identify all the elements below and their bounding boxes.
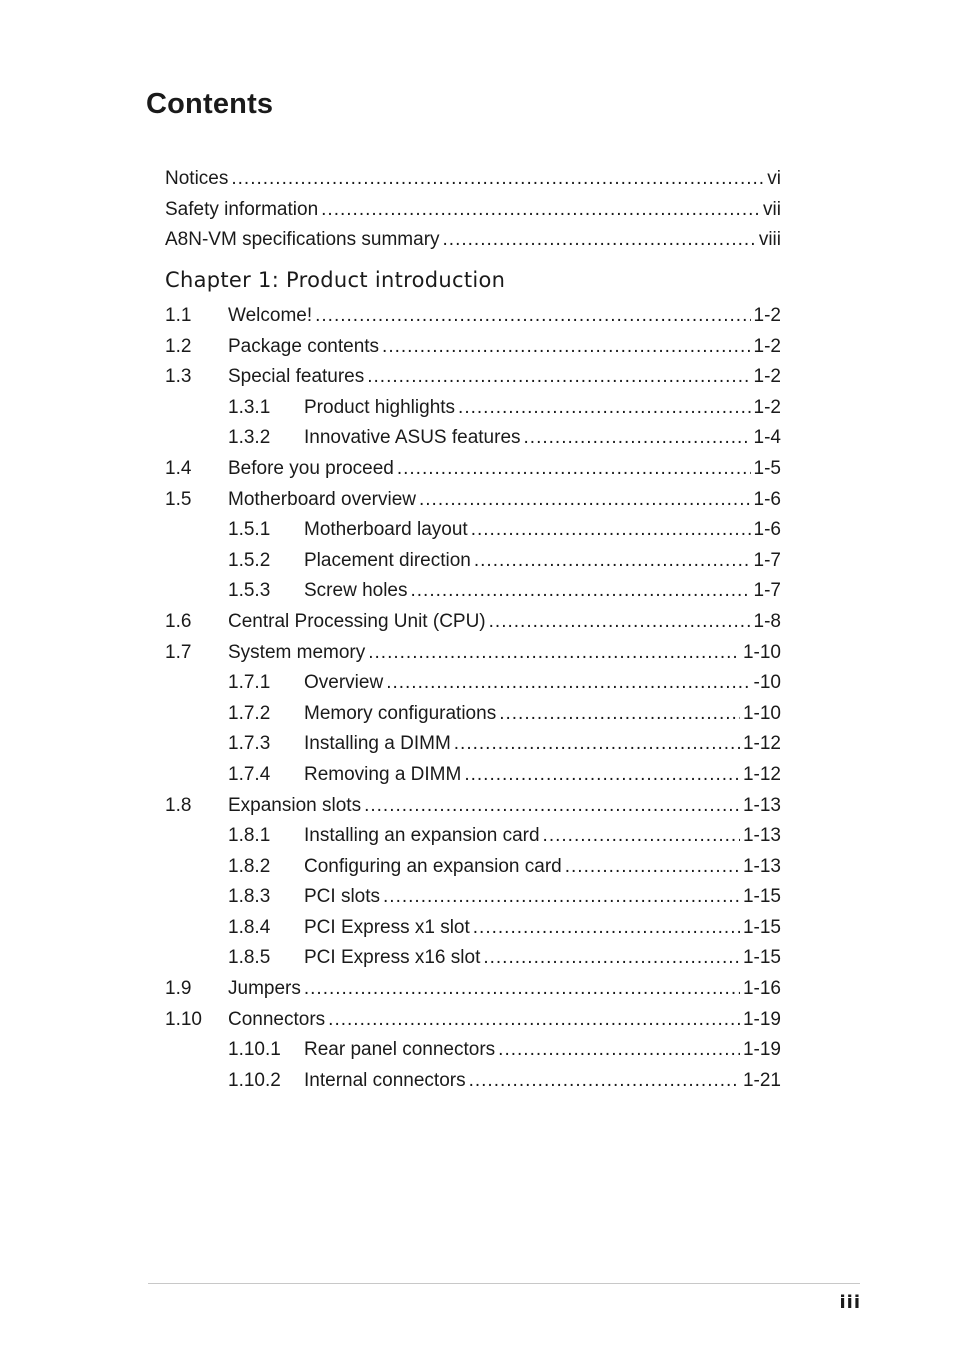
front-matter-list xyxy=(165,164,781,256)
toc-entry-title: Welcome! xyxy=(228,305,313,326)
toc-entry-page: 1-2 xyxy=(753,366,781,388)
toc-entry-title: Installing a DIMM xyxy=(304,733,451,755)
dot-leader xyxy=(315,301,750,332)
toc-entry[interactable] xyxy=(165,760,781,791)
toc-entry-title: Placement direction xyxy=(304,549,471,571)
toc-entry-page: 1-4 xyxy=(753,427,781,449)
toc-entry[interactable] xyxy=(165,332,781,363)
toc-entry-safety-information[interactable] xyxy=(165,195,781,226)
toc-entry[interactable] xyxy=(165,821,781,852)
dot-leader xyxy=(524,423,751,454)
toc-entry-title: A8N-VM specifications summary xyxy=(165,229,440,251)
toc-entry[interactable] xyxy=(165,576,781,607)
chapter-1-entry-list xyxy=(165,301,781,1096)
toc-entry-page: 1-13 xyxy=(742,855,781,877)
toc-entry[interactable] xyxy=(165,607,781,638)
dot-leader xyxy=(382,332,750,363)
toc-entry-page: 1-7 xyxy=(753,549,781,571)
toc-entry-title: Configuring an expansion card xyxy=(304,855,562,877)
toc-entry-title: Memory configurations xyxy=(304,702,497,724)
footer-divider xyxy=(148,1283,860,1284)
toc-entry-page: 1-15 xyxy=(742,947,781,969)
toc-entry-title: Jumpers xyxy=(228,978,301,1000)
toc-entry-number: 1.5.1 xyxy=(228,519,271,541)
dot-leader xyxy=(328,1005,740,1036)
toc-entry[interactable] xyxy=(165,729,781,760)
toc-entry-page: 1-2 xyxy=(753,396,781,418)
dot-leader xyxy=(383,882,740,913)
toc-entry[interactable] xyxy=(165,699,781,730)
toc-entry-number: 1.1 xyxy=(165,305,192,326)
toc-entry-number: 1.10.1 xyxy=(228,1039,281,1061)
toc-entry-number: 1.7.3 xyxy=(228,733,271,755)
toc-entry[interactable] xyxy=(165,638,781,669)
toc-entry[interactable] xyxy=(165,362,781,393)
toc-entry-specifications-summary[interactable] xyxy=(165,225,781,256)
toc-entry[interactable] xyxy=(165,1066,781,1097)
toc-entry[interactable] xyxy=(165,301,781,332)
toc-entry-page: 1-19 xyxy=(742,1008,781,1030)
dot-leader xyxy=(304,974,740,1005)
toc-entry-page: 1-7 xyxy=(753,580,781,602)
dot-leader xyxy=(489,607,751,638)
toc-entry[interactable] xyxy=(165,668,781,699)
dot-leader xyxy=(464,760,740,791)
toc-entry-title: Package contents xyxy=(228,335,380,357)
dot-leader xyxy=(565,852,740,883)
toc-entry[interactable] xyxy=(165,454,781,485)
toc-entry-number: 1.7 xyxy=(165,641,192,663)
toc-entry-number: 1.3.2 xyxy=(228,427,271,449)
toc-entry-title: Motherboard overview xyxy=(228,488,416,510)
toc-entry-page: 1-10 xyxy=(742,702,781,724)
dot-leader xyxy=(499,699,740,730)
toc-entry-number: 1.5.3 xyxy=(228,580,271,602)
toc-entry-title: Rear panel connectors xyxy=(304,1039,496,1061)
dot-leader xyxy=(367,362,750,393)
toc-entry-number: 1.8.1 xyxy=(228,825,271,847)
toc-entry-page: 1-21 xyxy=(742,1069,781,1091)
dot-leader xyxy=(543,821,740,852)
toc-entry-number: 1.10.2 xyxy=(228,1069,281,1091)
toc-entry-title: Screw holes xyxy=(304,580,408,602)
dot-leader xyxy=(469,1066,740,1097)
toc-entry[interactable] xyxy=(165,1005,781,1036)
dot-leader xyxy=(419,485,751,516)
toc-entry[interactable] xyxy=(165,1035,781,1066)
page-title: Contents xyxy=(146,88,274,120)
toc-entry-page: 1-2 xyxy=(753,335,781,357)
toc-entry-title: Safety information xyxy=(165,198,319,220)
toc-entry-title: Overview xyxy=(304,672,384,694)
toc-entry-page: vii xyxy=(763,198,781,220)
toc-entry-number: 1.9 xyxy=(165,978,192,1000)
toc-entry-title: Notices xyxy=(165,168,229,189)
dot-leader xyxy=(231,164,764,195)
dot-leader xyxy=(397,454,751,485)
toc-entry-number: 1.8.3 xyxy=(228,886,271,908)
toc-entry-page: 1-13 xyxy=(742,794,781,816)
toc-entry-title: Special features xyxy=(228,366,365,388)
toc-entry-page: 1-12 xyxy=(742,763,781,785)
toc-entry[interactable] xyxy=(165,791,781,822)
toc-entry-title: Installing an expansion card xyxy=(304,825,540,847)
toc-entry-page: -10 xyxy=(753,672,781,694)
toc-entry-page: 1-16 xyxy=(742,978,781,1000)
dot-leader xyxy=(443,225,756,256)
toc-entry[interactable] xyxy=(165,913,781,944)
toc-entry-title: PCI slots xyxy=(304,886,381,908)
toc-entry[interactable] xyxy=(165,515,781,546)
toc-entry-notices[interactable] xyxy=(165,164,781,195)
toc-entry-title: Product highlights xyxy=(304,396,456,418)
toc-entry-page: 1-13 xyxy=(742,825,781,847)
toc-entry-page: 1-6 xyxy=(753,519,781,541)
toc-entry-page: 1-10 xyxy=(742,641,781,663)
toc-entry-number: 1.4 xyxy=(165,457,192,479)
toc-entry[interactable] xyxy=(165,546,781,577)
toc-entry-number: 1.10 xyxy=(165,1008,202,1030)
toc-entry-number: 1.7.1 xyxy=(228,672,271,694)
dot-leader xyxy=(368,638,740,669)
dot-leader xyxy=(498,1035,740,1066)
toc-entry-page: 1-2 xyxy=(753,305,781,326)
toc-entry-number: 1.3 xyxy=(165,366,192,388)
toc-entry[interactable] xyxy=(165,943,781,974)
toc-entry-number: 1.8 xyxy=(165,794,192,816)
toc-entry-title: Motherboard layout xyxy=(304,519,468,541)
toc-entry-number: 1.3.1 xyxy=(228,396,271,418)
toc-entry-page: 1-12 xyxy=(742,733,781,755)
toc-entry-number: 1.2 xyxy=(165,335,192,357)
toc-entry-page: 1-15 xyxy=(742,886,781,908)
toc-entry-number: 1.8.2 xyxy=(228,855,271,877)
toc-entry-title: Connectors xyxy=(228,1008,326,1030)
toc-entry-title: System memory xyxy=(228,641,366,663)
toc-entry-title: Innovative ASUS features xyxy=(304,427,521,449)
toc-entry-title: Before you proceed xyxy=(228,457,394,479)
toc-entry-title: Central Processing Unit (CPU) xyxy=(228,610,486,632)
toc-entry[interactable] xyxy=(165,393,781,424)
toc-entry-page: 1-5 xyxy=(753,457,781,479)
toc-entry-page: 1-15 xyxy=(742,916,781,938)
dot-leader xyxy=(386,668,750,699)
toc-entry-number: 1.6 xyxy=(165,610,192,632)
dot-leader xyxy=(473,913,740,944)
footer-page-number: iii xyxy=(839,1292,861,1313)
dot-leader xyxy=(474,546,751,577)
toc-entry-number: 1.5 xyxy=(165,488,192,510)
toc-entry-page: 1-19 xyxy=(742,1039,781,1061)
toc-entry-title: Expansion slots xyxy=(228,794,362,816)
toc-entry-number: 1.7.2 xyxy=(228,702,271,724)
toc-entry[interactable] xyxy=(165,974,781,1005)
toc-entry[interactable] xyxy=(165,423,781,454)
toc-entry-number: 1.5.2 xyxy=(228,549,271,571)
toc-entry-title: PCI Express x1 slot xyxy=(304,916,470,938)
toc-entry-page: 1-6 xyxy=(753,488,781,510)
toc-entry[interactable] xyxy=(165,852,781,883)
toc-entry-number: 1.7.4 xyxy=(228,763,271,785)
toc-entry[interactable] xyxy=(165,882,781,913)
toc-entry[interactable] xyxy=(165,485,781,516)
toc-entry-number: 1.8.5 xyxy=(228,947,271,969)
toc-entry-page: 1-8 xyxy=(753,610,781,632)
dot-leader xyxy=(458,393,750,424)
dot-leader xyxy=(411,576,751,607)
dot-leader xyxy=(483,943,740,974)
toc-entry-title: PCI Express x16 slot xyxy=(304,947,481,969)
toc-entry-number: 1.8.4 xyxy=(228,916,271,938)
toc-entry-title: Internal connectors xyxy=(304,1069,466,1091)
dot-leader xyxy=(471,515,751,546)
toc-entry-page: vi xyxy=(767,168,781,189)
dot-leader xyxy=(454,729,740,760)
dot-leader xyxy=(321,195,760,226)
dot-leader xyxy=(364,791,740,822)
toc-entry-title: Removing a DIMM xyxy=(304,763,462,785)
toc-entry-page: viii xyxy=(758,229,781,251)
chapter-heading: Chapter 1: Product introduction xyxy=(165,268,506,292)
